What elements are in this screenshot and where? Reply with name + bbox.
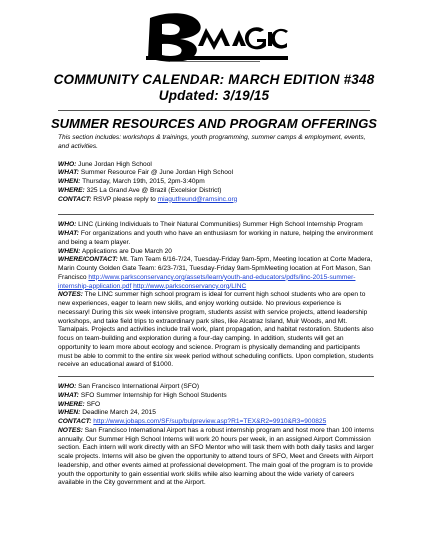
section-content: [58, 134, 374, 488]
entry-contact: CONTACT: RSVP please reply to miagutfreund@ramsinc.org: [58, 195, 238, 203]
entry-where: WHERE: 325 La Grand Ave @ Brazil (Excelsior District): [58, 186, 222, 194]
sfo-internship-link[interactable]: http://www.jobaps.com/SF/sup/bulpreview.asp?R1=TEX&R2=9910&R3=900825: [93, 418, 327, 425]
entry-divider: [58, 376, 374, 377]
entry-notes: NOTES: San Francisco International Airport has a robust internship program and host more than 100 interns annually. Our Summer High School Interns will work 20 hours per week, in an assigned Airport Commission section. Each intern will work directly with an SFO Mentor who will task them with both daily tasks and larger scale projects. Interns will also be given the opportunity to attend tours of SFO, Meet and Greets with Airport leadership, and other events aimed at professional development. The main goal of the program is to provide youth the opportunity to gain essential work skills while also learning about the wide variety of careers available in the City government and at the Airport.: [58, 426, 374, 487]
bmagic-logo-graphic: [140, 6, 290, 66]
entry-who: WHO: June Jordan High School: [58, 160, 152, 168]
contact-email-link[interactable]: miagutfreund@ramsinc.org: [157, 195, 238, 203]
entry-where-contact: WHERE/CONTACT: Mt. Tam Team 6/16-7/24, Tuesday-Friday 9am-5pm, Meeting location at Corte Madera, Marin County Golden Gate Team: 6/23-7/31, Tuesday-Friday 9am-5pmMeeting location at Fort Mason, San Francisco http://www.parksconservancy.org/assets/learn/youth-and-educators/pdfs/linc-2015-summer-internship-application.pdf http://www.parksconservancy.org/LINC: [58, 256, 373, 290]
newsletter-title: COMMUNITY CALENDAR: MARCH EDITION #348: [53, 72, 375, 87]
entry-what: WHAT: SFO Summer Internship for High School Students: [58, 391, 227, 399]
entry-when: WHEN: Thursday, March 19th, 2015, 2pm-3:40pm: [58, 178, 205, 185]
entry-notes: NOTES: The LINC summer high school program is ideal for current high school students who are open to new experiences, eager to learn new skills, and enjoy working outside. No previous experience is necessary! During this six week intensive program, students assist with service projects, attend leadership workshops, and take field trips to extraordinary park sites, like Alcatraz Island, Muir Woods, and Mt. Tamalpais. Projects and activities include trail work, plant propagation, and habitat restoration. Students also focus on team-building and exploration during a four-day camping. In addition, students will get an opportunity to learn more about ecology and science. Program is physically demanding and participants must be able to commit to the entire six week period without scheduling conflicts. Upon completion, students receive an educational award of $1000.: [58, 291, 374, 369]
listing-entry: [58, 221, 374, 370]
application-pdf-link[interactable]: http://www.parksconservancy.org/assets/learn/youth-and-educators/pdfs/linc-2015-summer-internship-application.pdf: [58, 273, 356, 290]
header-divider: [58, 110, 370, 111]
section-intro: This section includes: workshops & trainings, youth programming, summer camps & employment, events, and activities.: [58, 134, 366, 150]
entry-when: WHEN: Deadline March 24, 2015: [58, 409, 156, 417]
entry-when: WHEN: Applications are Due March 20: [58, 247, 172, 255]
entry-who: WHO: San Francisco International Airport (SFO): [58, 383, 200, 390]
entry-what: WHAT: Summer Resource Fair @ June Jordan High School: [58, 169, 234, 177]
entry-where: WHERE: SFO: [58, 400, 101, 408]
entry-divider: [58, 214, 374, 215]
listing-entry: [58, 383, 374, 488]
newsletter-header: [0, 72, 428, 104]
entry-contact: CONTACT: http://www.jobaps.com/SF/sup/bulpreview.asp?R1=TEX&R2=9910&R3=900825: [58, 418, 327, 425]
entry-who: WHO: LINC (Linking Individuals to Their Natural Communities) Summer High School Internship Program: [58, 221, 363, 229]
linc-program-link[interactable]: http://www.parksconservancy.org/LINC: [133, 282, 247, 290]
updated-date: Updated: 3/19/15: [158, 88, 270, 103]
bmagic-logo: [140, 6, 290, 66]
listing-entry: [58, 161, 374, 205]
section-title: SUMMER RESOURCES AND PROGRAM OFFERINGS: [51, 116, 377, 131]
entry-what: WHAT: For organizations and youth who have an enthusiasm for working in nature, helping the environment and being a team player.: [58, 230, 373, 246]
